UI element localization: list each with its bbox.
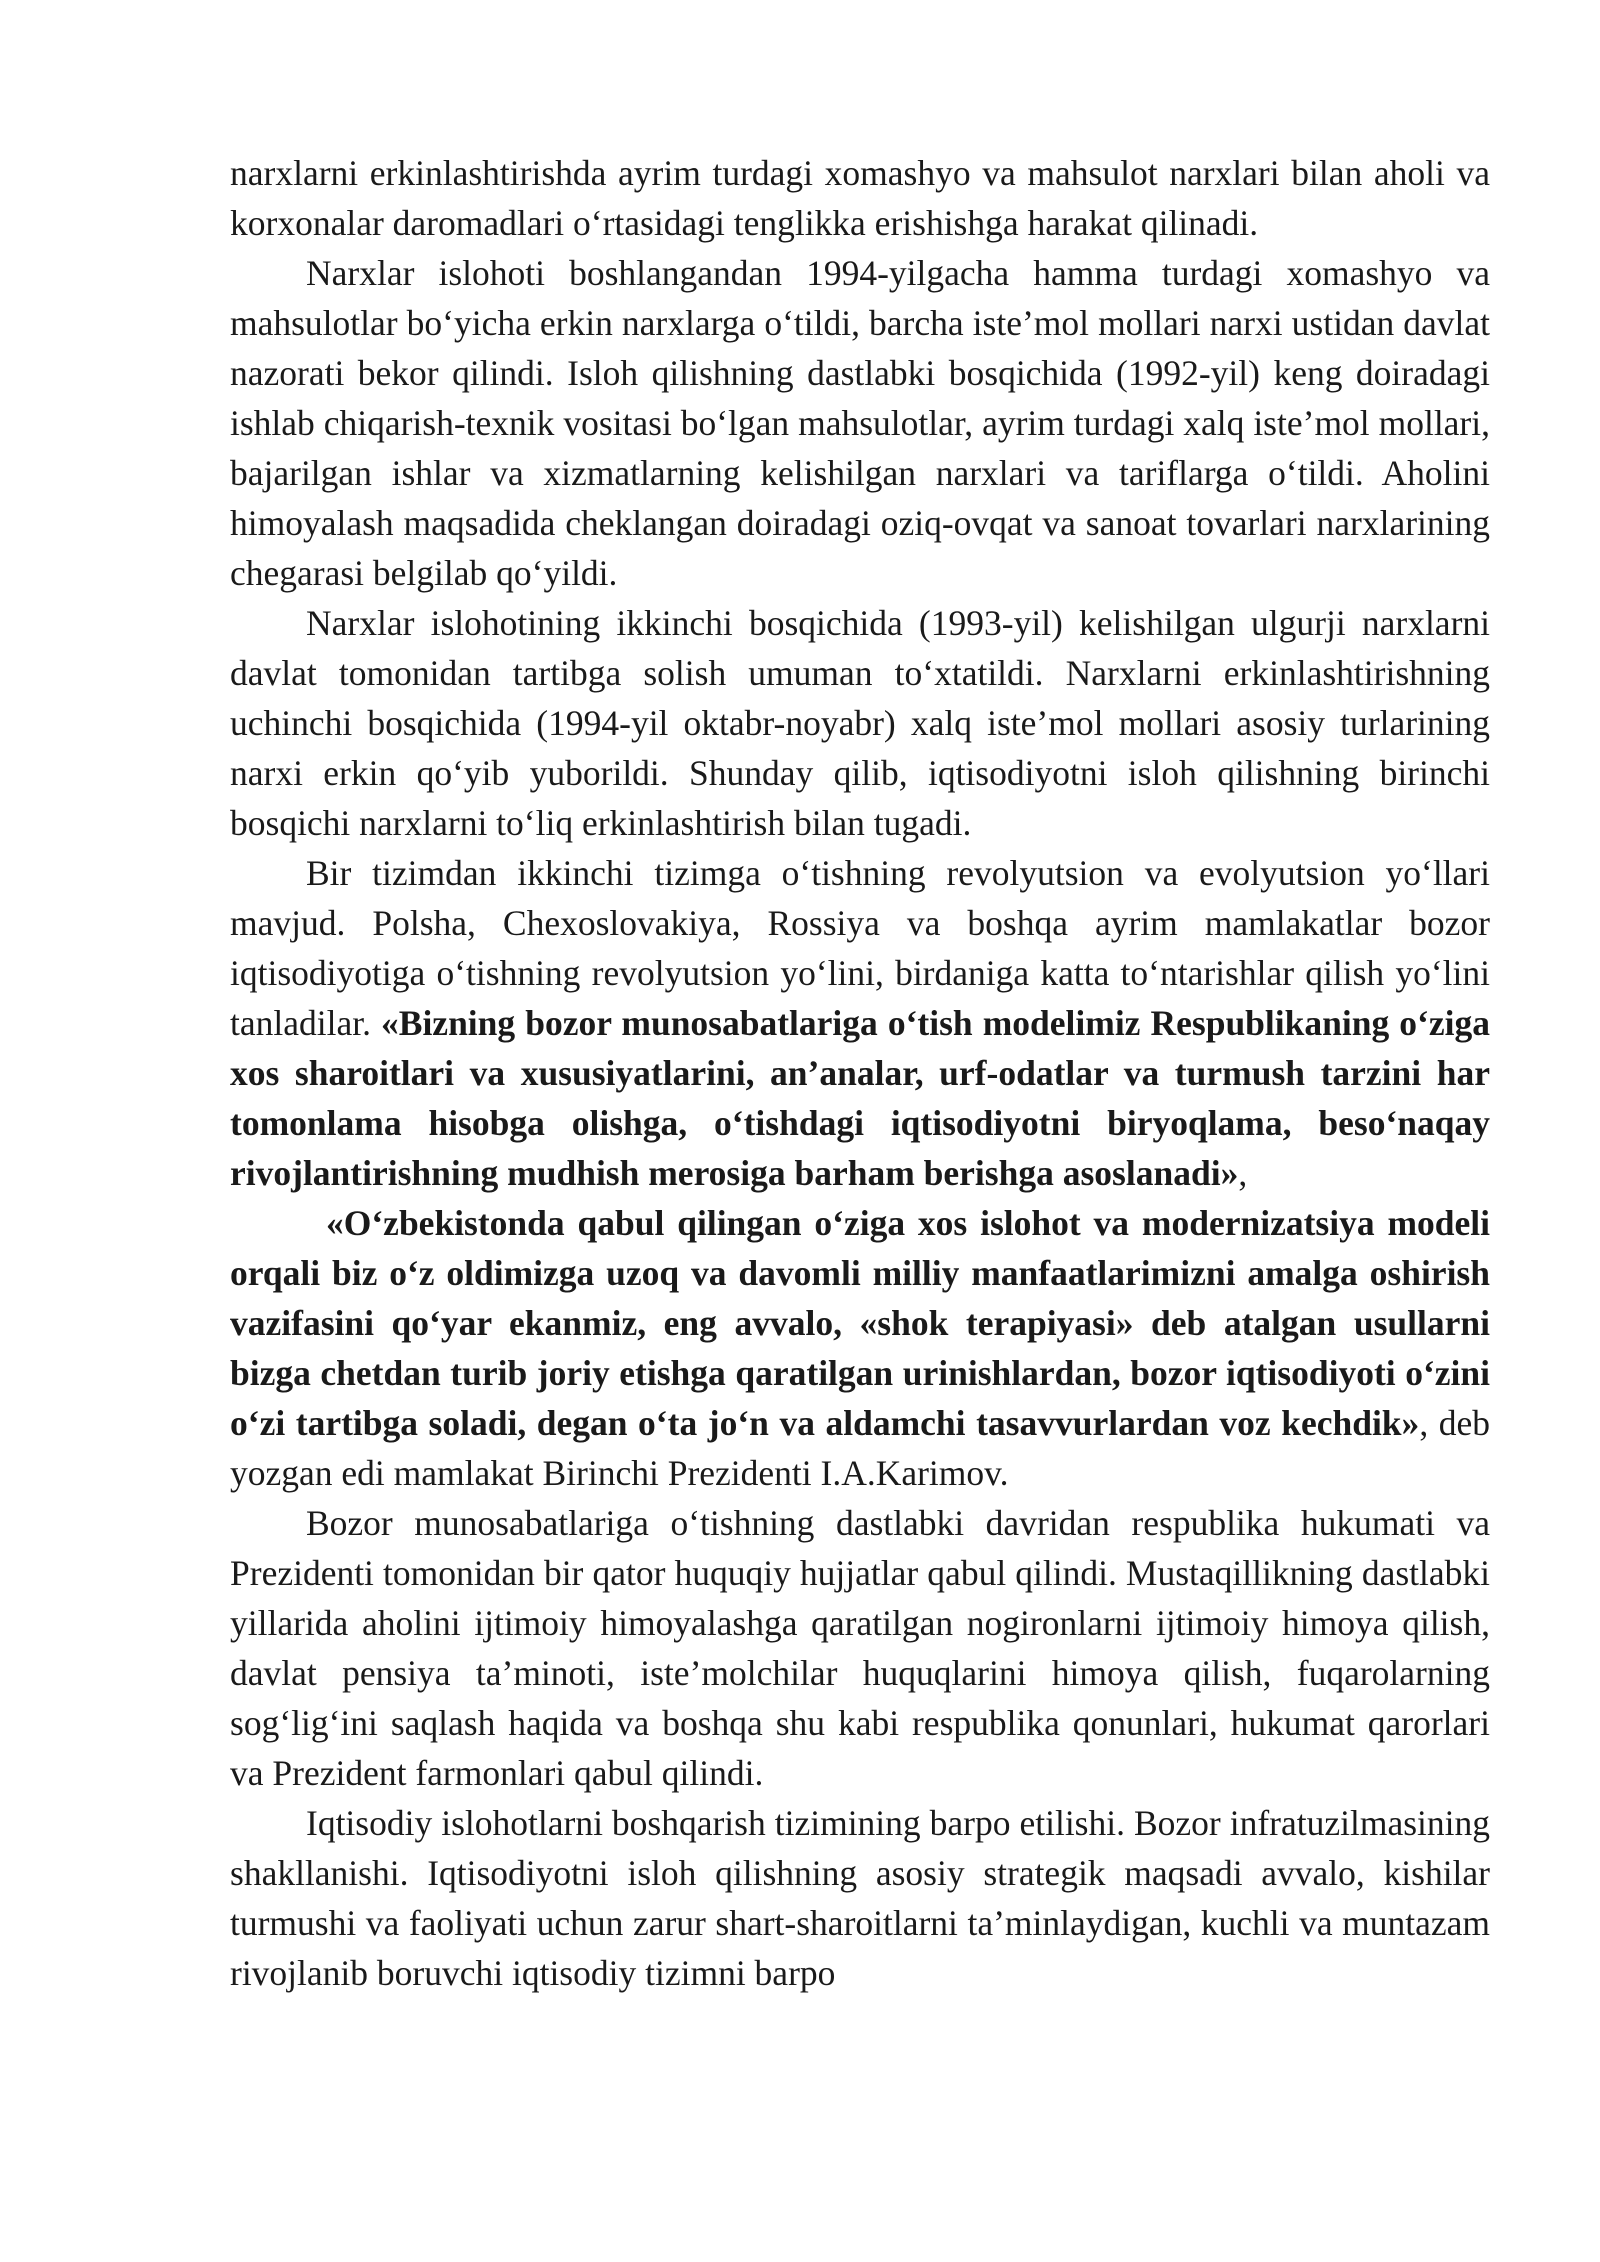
paragraph-reform-management	[230, 1798, 1490, 1998]
paragraph-text: Iqtisodiy islohotlarni boshqarish tizimining barpo etilishi. Bozor infratuzilmasining shakllanishi. Iqtisodiyotni isloh qilishning asosiy strategik maqsadi avvalo, kishilar turmushi va faoliyati uchun zarur shart-sharoitlarni ta’minlaydigan, kuchli va muntazam rivojlanib boruvchi iqtisodiy tizimni barpo	[230, 1803, 1490, 1993]
paragraph-text: Bir tizimdan ikkinchi tizimga o‘tishning revolyutsion va evolyutsion yo‘llari mavjud. Polsha, Chexoslovakiya, Rossiya va boshqa ayrim mamlakatlar bozor iqtisodiyotiga o‘tishning revolyutsion yo‘lini, birdaniga katta to‘ntarishlar qilish yo‘lini tanladilar.	[230, 853, 1490, 1043]
paragraph-transition-paths	[230, 848, 1490, 1198]
paragraph-price-reform	[230, 248, 1490, 598]
paragraph-text: ,	[1238, 1153, 1248, 1193]
paragraph-text: , deb yozgan edi mamlakat Birinchi Prezidenti I.A.Karimov.	[230, 1403, 1490, 1493]
paragraph-text: narxlarni erkinlashtirishda ayrim turdagi xomashyo va mahsulot narxlari bilan aholi va korxonalar daromadlari o‘rtasidagi tenglikka erishishga harakat qilinadi.	[230, 153, 1490, 243]
paragraph-second-stage	[230, 598, 1490, 848]
paragraph-text: Narxlar islohoti boshlangandan 1994-yilgacha hamma turdagi xomashyo va mahsulotlar bo‘yicha erkin narxlarga o‘tildi, barcha iste’mol mollari narxi ustidan davlat nazorati bekor qilindi. Isloh qilishning dastlabki bosqichida (1992-yil) keng doiradagi ishlab chiqarish-texnik vositasi bo‘lgan mahsulotlar, ayrim turdagi xalq iste’mol mollari, bajarilgan ishlar va xizmatlarning kelishilgan narxlari va tariflarga o‘tildi. Aholini himoyalash maqsadida cheklangan doiradagi oziq-ovqat va sanoat tovarlari narxlarining chegarasi belgilab qo‘yildi.	[230, 253, 1490, 593]
paragraph-text: Narxlar islohotining ikkinchi bosqichida (1993-yil) kelishilgan ulgurji narxlarni davlat tomonidan tartibga solish umuman to‘xtatildi. Narxlarni erkinlashtirishning uchinchi bosqichida (1994-yil oktabr-noyabr) xalq iste’mol mollari asosiy turlarining narxi erkin qo‘yib yuborildi. Shunday qilib, iqtisodiyotni isloh qilishning birinchi bosqichi narxlarni to‘liq erkinlashtirish bilan tugadi.	[230, 603, 1490, 843]
bold-quote: «Bizning bozor munosabatlariga o‘tish modelimiz Respublikaning o‘ziga xos sharoitlari va xususiyatlarini, an’analar, urf-odatlar va turmush tarzini har tomonlama hisobga olishga, o‘tishdagi iqtisodiyotni biryoqlama, beso‘naqay rivojlantirishning mudhish merosiga barham berishga asoslanadi»	[230, 1003, 1490, 1193]
paragraph-text: Bozor munosabatlariga o‘tishning dastlabki davridan respublika hukumati va Prezidenti tomonidan bir qator huquqiy hujjatlar qabul qilindi. Mustaqillikning dastlabki yillarida aholini ijtimoiy himoyalashga qaratilgan nogironlarni ijtimoiy himoya qilish, davlat pensiya ta’minoti, iste’molchilar huquqlarini himoya qilish, fuqarolarning sog‘lig‘ini saqlash haqida va boshqa shu kabi respublika qonunlari, hukumat qarorlari va Prezident farmonlari qabul qilindi.	[230, 1503, 1490, 1793]
paragraph-karimov-quote	[230, 1198, 1490, 1498]
paragraph-continuation	[230, 148, 1490, 248]
paragraph-legal-documents	[230, 1498, 1490, 1798]
document-page	[230, 148, 1490, 1998]
bold-quote: «O‘zbekistonda qabul qilingan o‘ziga xos islohot va modernizatsiya modeli orqali biz o‘z oldimizga uzoq va davomli milliy manfaatlarimizni amalga oshirish vazifasini qo‘yar ekanmiz, eng avvalo, «shok terapiyasi» deb atalgan usullarni bizga chetdan turib joriy etishga qaratilgan urinishlardan, bozor iqtisodiyoti o‘zini o‘zi tartibga soladi, degan o‘ta jo‘n va aldamchi tasavvurlardan voz kechdik»	[230, 1203, 1490, 1443]
